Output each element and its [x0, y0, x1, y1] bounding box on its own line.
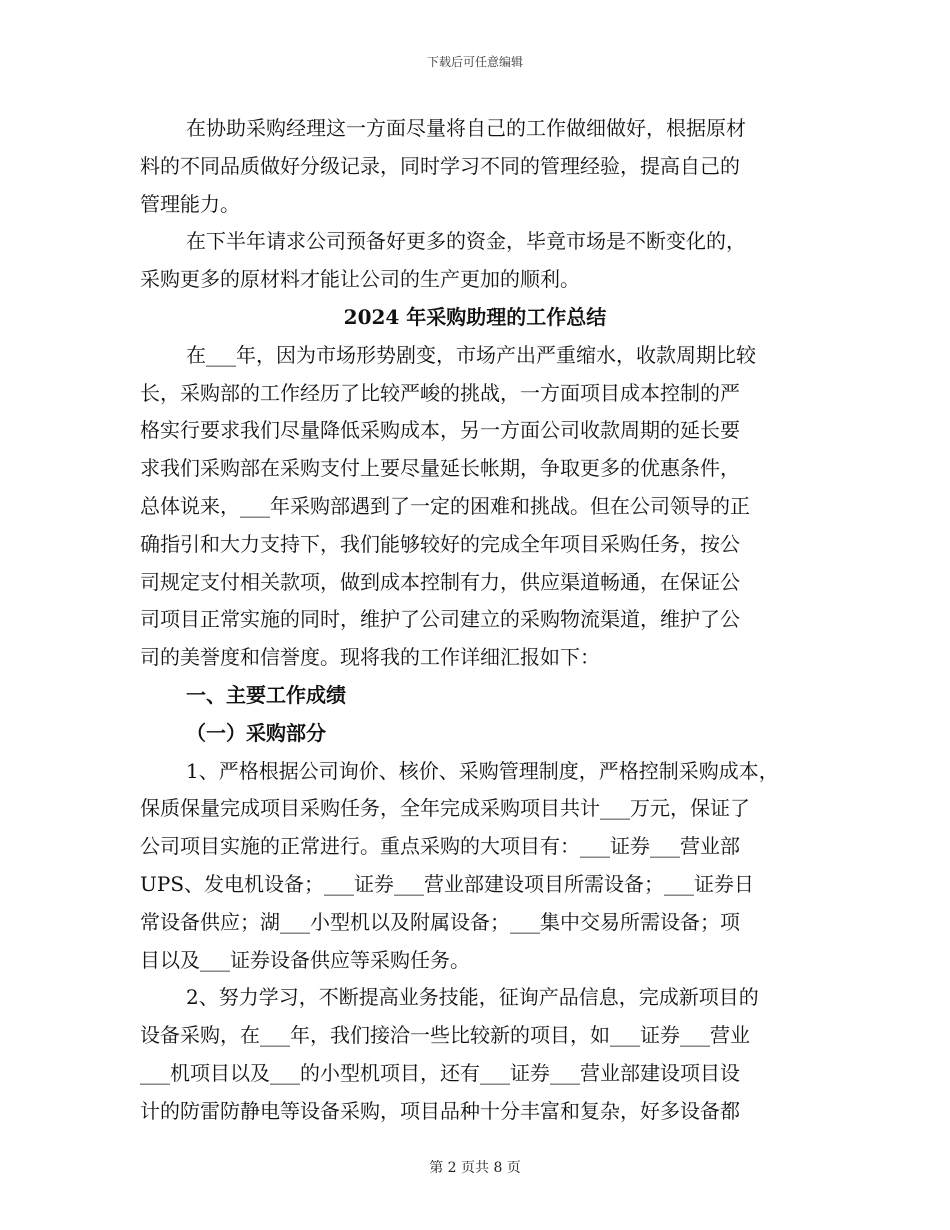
paragraph-line: 确指引和大力支持下，我们能够较好的完成全年项目采购任务，按公: [140, 531, 740, 556]
paragraph-line: 常设备供应；湖___小型机以及附属设备；___集中交易所需设备；项: [140, 909, 740, 934]
paragraph-line: 在协助采购经理这一方面尽量将自己的工作做细做好，根据原材: [186, 116, 746, 140]
paragraph-line: UPS、发电机设备；___证券___营业部建设项目所需设备；___证券日: [140, 871, 755, 896]
paragraph-line: 求我们采购部在采购支付上要尽量延长帐期，争取更多的优惠条件，: [140, 456, 740, 481]
paragraph-line: 2、努力学习，不断提高业务技能，征询产品信息，完成新项目的: [186, 985, 759, 1010]
paragraph-line: 管理能力。: [140, 191, 240, 216]
section-title: 2024 年采购助理的工作总结: [343, 304, 607, 329]
paragraph-line: 格实行要求我们尽量降低采购成本，另一方面公司收款周期的延长要: [140, 418, 740, 443]
paragraph-line: 1、严格根据公司询价、核价、采购管理制度，严格控制采购成本，: [186, 758, 779, 783]
paragraph-line: 司规定支付相关款项，做到成本控制有力，供应渠道畅通，在保证公: [140, 569, 740, 594]
paragraph-line: 长，采购部的工作经历了比较严峻的挑战，一方面项目成本控制的严: [140, 380, 740, 405]
page-footer: 第 2 页共 8 页: [429, 1160, 521, 1176]
document-body: [140, 110, 810, 1131]
paragraph-line: 采购更多的原材料才能让公司的生产更加的顺利。: [140, 267, 580, 292]
paragraph-line: 司的美誉度和信誉度。现将我的工作详细汇报如下：: [140, 645, 600, 670]
section-heading: （一）采购部分: [186, 720, 326, 745]
paragraph-line: 在下半年请求公司预备好更多的资金，毕竟市场是不断变化的，: [186, 229, 746, 254]
paragraph-line: 保质保量完成项目采购任务，全年完成采购项目共计___万元，保证了: [140, 796, 750, 821]
paragraph-line: 目以及___证券设备供应等采购任务。: [140, 947, 470, 972]
section-heading: 一、主要工作成绩: [186, 682, 346, 707]
paragraph-line: 公司项目实施的正常进行。重点采购的大项目有：___证券___营业部: [140, 834, 740, 859]
paragraph-line: 计的防雷防静电等设备采购，项目品种十分丰富和复杂，好多设备都: [140, 1098, 740, 1123]
paragraph-line: 料的不同品质做好分级记录，同时学习不同的管理经验，提高自己的: [140, 153, 740, 178]
paragraph-line: 设备采购，在___年，我们接洽一些比较新的项目，如___证券___营业: [140, 1023, 750, 1048]
paragraph-line: 在___年，因为市场形势剧变，市场产出严重缩水，收款周期比较: [186, 342, 756, 367]
paragraph-line: 总体说来，___年采购部遇到了一定的困难和挑战。但在公司领导的正: [140, 493, 750, 518]
paragraph-line: 司项目正常实施的同时，维护了公司建立的采购物流渠道，维护了公: [140, 607, 740, 632]
page-header: 下载后可任意编辑: [426, 55, 523, 69]
paragraph-line: ___机项目以及___的小型机项目，还有___证券___营业部建设项目设: [140, 1060, 740, 1085]
text-block: [140, 110, 810, 1131]
